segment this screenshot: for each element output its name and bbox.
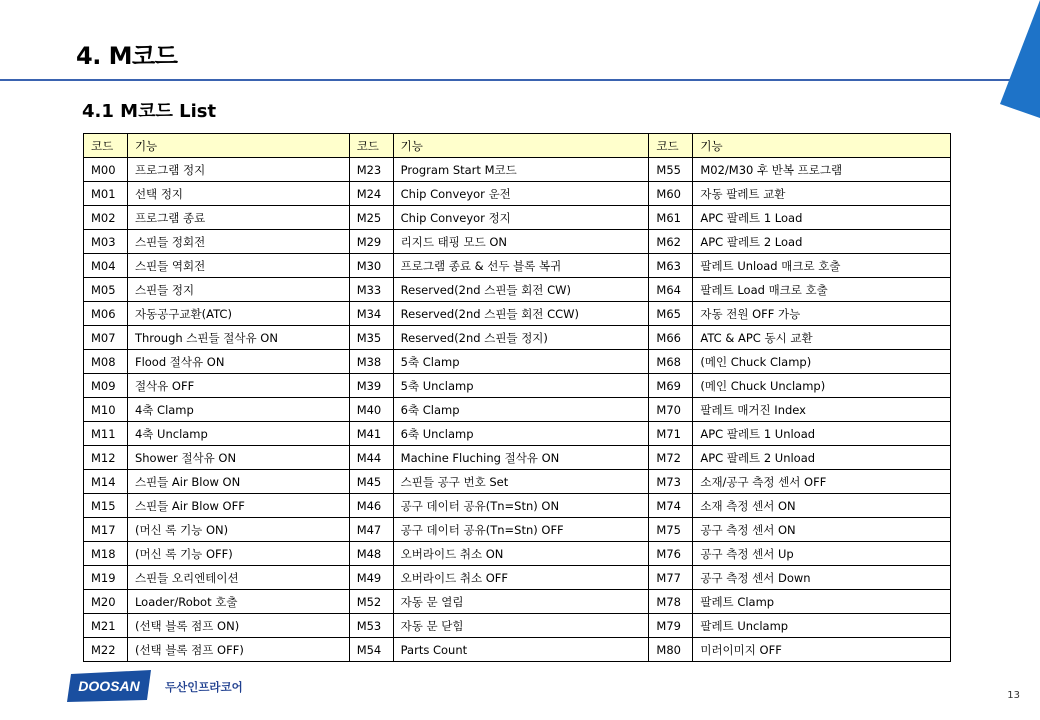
function-cell: 자동 팔레트 교환: [693, 182, 951, 206]
code-cell: M24: [349, 182, 393, 206]
code-cell: M03: [84, 230, 128, 254]
doosan-logo: [65, 668, 153, 704]
code-cell: M68: [649, 350, 693, 374]
page-number: 13: [1007, 690, 1020, 701]
function-cell: 팔레트 매거진 Index: [693, 398, 951, 422]
function-cell: 자동공구교환(ATC): [127, 302, 349, 326]
code-cell: M05: [84, 278, 128, 302]
table-row: [84, 518, 951, 542]
table-row: [84, 590, 951, 614]
code-cell: M15: [84, 494, 128, 518]
code-cell: M39: [349, 374, 393, 398]
function-cell: 스핀들 공구 번호 Set: [393, 470, 649, 494]
code-cell: M04: [84, 254, 128, 278]
function-cell: (메인 Chuck Unclamp): [693, 374, 951, 398]
code-cell: M55: [649, 158, 693, 182]
function-cell: 프로그램 종료: [127, 206, 349, 230]
code-cell: M21: [84, 614, 128, 638]
code-cell: M02: [84, 206, 128, 230]
code-cell: M63: [649, 254, 693, 278]
code-cell: M25: [349, 206, 393, 230]
function-cell: 스핀들 Air Blow ON: [127, 470, 349, 494]
code-cell: M41: [349, 422, 393, 446]
function-cell: 팔레트 Load 매크로 호출: [693, 278, 951, 302]
code-cell: M76: [649, 542, 693, 566]
code-cell: M08: [84, 350, 128, 374]
function-cell: 스핀들 정지: [127, 278, 349, 302]
function-cell: 공구 측정 센서 ON: [693, 518, 951, 542]
function-cell: (선택 블록 점프 ON): [127, 614, 349, 638]
function-cell: 자동 문 열림: [393, 590, 649, 614]
page-title: 4. M코드: [76, 42, 178, 70]
code-cell: M35: [349, 326, 393, 350]
table-row: [84, 230, 951, 254]
code-cell: M40: [349, 398, 393, 422]
function-cell: 팔레트 Clamp: [693, 590, 951, 614]
code-cell: M70: [649, 398, 693, 422]
code-cell: M20: [84, 590, 128, 614]
function-cell: 공구 데이터 공유(Tn=Stn) ON: [393, 494, 649, 518]
code-cell: M75: [649, 518, 693, 542]
function-cell: 5축 Unclamp: [393, 374, 649, 398]
function-cell: Through 스핀들 절삭유 ON: [127, 326, 349, 350]
table-row: [84, 254, 951, 278]
code-cell: M44: [349, 446, 393, 470]
code-cell: M11: [84, 422, 128, 446]
code-cell: M69: [649, 374, 693, 398]
code-cell: M61: [649, 206, 693, 230]
table-row: [84, 350, 951, 374]
function-cell: Loader/Robot 호출: [127, 590, 349, 614]
m-code-table: [83, 133, 951, 662]
code-cell: M46: [349, 494, 393, 518]
table-header-row: [84, 134, 951, 158]
code-cell: M66: [649, 326, 693, 350]
section-subtitle: 4.1 M코드 List: [82, 101, 217, 122]
function-cell: Reserved(2nd 스핀들 회전 CCW): [393, 302, 649, 326]
function-cell: M02/M30 후 반복 프로그램: [693, 158, 951, 182]
code-cell: M30: [349, 254, 393, 278]
code-cell: M33: [349, 278, 393, 302]
function-cell: (머신 록 기능 OFF): [127, 542, 349, 566]
table-row: [84, 542, 951, 566]
code-cell: M53: [349, 614, 393, 638]
code-cell: M14: [84, 470, 128, 494]
function-cell: Chip Conveyor 정지: [393, 206, 649, 230]
code-cell: M71: [649, 422, 693, 446]
code-cell: M10: [84, 398, 128, 422]
code-cell: M01: [84, 182, 128, 206]
function-cell: 6축 Clamp: [393, 398, 649, 422]
table-row: [84, 422, 951, 446]
code-cell: M48: [349, 542, 393, 566]
table-row: [84, 566, 951, 590]
function-cell: 소재/공구 측정 센서 OFF: [693, 470, 951, 494]
function-cell: 오버라이드 취소 OFF: [393, 566, 649, 590]
code-cell: M00: [84, 158, 128, 182]
header-function: 기능: [693, 134, 951, 158]
function-cell: 공구 측정 센서 Up: [693, 542, 951, 566]
function-cell: 선택 정지: [127, 182, 349, 206]
function-cell: 팔레트 Unload 매크로 호출: [693, 254, 951, 278]
function-cell: Flood 절삭유 ON: [127, 350, 349, 374]
header-code: 코드: [349, 134, 393, 158]
table-row: [84, 638, 951, 662]
function-cell: APC 팔레트 2 Load: [693, 230, 951, 254]
code-cell: M54: [349, 638, 393, 662]
code-cell: M17: [84, 518, 128, 542]
code-cell: M07: [84, 326, 128, 350]
code-cell: M80: [649, 638, 693, 662]
function-cell: Machine Fluching 절삭유 ON: [393, 446, 649, 470]
function-cell: 프로그램 정지: [127, 158, 349, 182]
code-cell: M12: [84, 446, 128, 470]
function-cell: 4축 Clamp: [127, 398, 349, 422]
function-cell: Reserved(2nd 스핀들 회전 CW): [393, 278, 649, 302]
header-function: 기능: [127, 134, 349, 158]
table-row: [84, 614, 951, 638]
code-cell: M62: [649, 230, 693, 254]
code-cell: M79: [649, 614, 693, 638]
function-cell: 절삭유 OFF: [127, 374, 349, 398]
code-cell: M65: [649, 302, 693, 326]
function-cell: 공구 데이터 공유(Tn=Stn) OFF: [393, 518, 649, 542]
function-cell: 자동 문 닫힘: [393, 614, 649, 638]
function-cell: 자동 전원 OFF 가능: [693, 302, 951, 326]
corner-decoration: [1000, 0, 1040, 118]
function-cell: 리지드 태핑 모드 ON: [393, 230, 649, 254]
code-cell: M19: [84, 566, 128, 590]
function-cell: 스핀들 Air Blow OFF: [127, 494, 349, 518]
function-cell: 스핀들 오리엔테이션: [127, 566, 349, 590]
function-cell: Shower 절삭유 ON: [127, 446, 349, 470]
function-cell: 소재 측정 센서 ON: [693, 494, 951, 518]
function-cell: 5축 Clamp: [393, 350, 649, 374]
table-row: [84, 158, 951, 182]
function-cell: Program Start M코드: [393, 158, 649, 182]
table-row: [84, 494, 951, 518]
function-cell: 스핀들 역회전: [127, 254, 349, 278]
code-cell: M78: [649, 590, 693, 614]
code-cell: M09: [84, 374, 128, 398]
code-cell: M45: [349, 470, 393, 494]
code-cell: M77: [649, 566, 693, 590]
function-cell: 4축 Unclamp: [127, 422, 349, 446]
code-cell: M34: [349, 302, 393, 326]
company-name: 두산인프라코어: [165, 680, 243, 694]
code-cell: M73: [649, 470, 693, 494]
function-cell: Reserved(2nd 스핀들 정지): [393, 326, 649, 350]
header-function: 기능: [393, 134, 649, 158]
code-cell: M74: [649, 494, 693, 518]
code-cell: M18: [84, 542, 128, 566]
function-cell: Chip Conveyor 운전: [393, 182, 649, 206]
function-cell: 미러이미지 OFF: [693, 638, 951, 662]
header-code: 코드: [84, 134, 128, 158]
function-cell: APC 팔레트 2 Unload: [693, 446, 951, 470]
function-cell: Parts Count: [393, 638, 649, 662]
code-cell: M47: [349, 518, 393, 542]
function-cell: APC 팔레트 1 Unload: [693, 422, 951, 446]
code-cell: M64: [649, 278, 693, 302]
function-cell: ATC & APC 동시 교환: [693, 326, 951, 350]
code-cell: M38: [349, 350, 393, 374]
table-row: [84, 206, 951, 230]
code-cell: M22: [84, 638, 128, 662]
code-cell: M29: [349, 230, 393, 254]
function-cell: (메인 Chuck Clamp): [693, 350, 951, 374]
table-row: [84, 278, 951, 302]
table-row: [84, 326, 951, 350]
table-row: [84, 470, 951, 494]
code-cell: M06: [84, 302, 128, 326]
function-cell: 스핀들 정회전: [127, 230, 349, 254]
code-cell: M60: [649, 182, 693, 206]
table-row: [84, 302, 951, 326]
function-cell: 6축 Unclamp: [393, 422, 649, 446]
code-cell: M23: [349, 158, 393, 182]
code-cell: M72: [649, 446, 693, 470]
title-divider: [0, 79, 1013, 81]
function-cell: 공구 측정 센서 Down: [693, 566, 951, 590]
table-row: [84, 446, 951, 470]
function-cell: 오버라이드 취소 ON: [393, 542, 649, 566]
logo-text: DOOSAN: [78, 678, 140, 694]
code-cell: M52: [349, 590, 393, 614]
table-row: [84, 182, 951, 206]
table-row: [84, 374, 951, 398]
function-cell: 프로그램 종료 & 선두 블록 복귀: [393, 254, 649, 278]
function-cell: (선택 블록 점프 OFF): [127, 638, 349, 662]
table-row: [84, 398, 951, 422]
function-cell: APC 팔레트 1 Load: [693, 206, 951, 230]
function-cell: (머신 록 기능 ON): [127, 518, 349, 542]
code-cell: M49: [349, 566, 393, 590]
header-code: 코드: [649, 134, 693, 158]
function-cell: 팔레트 Unclamp: [693, 614, 951, 638]
